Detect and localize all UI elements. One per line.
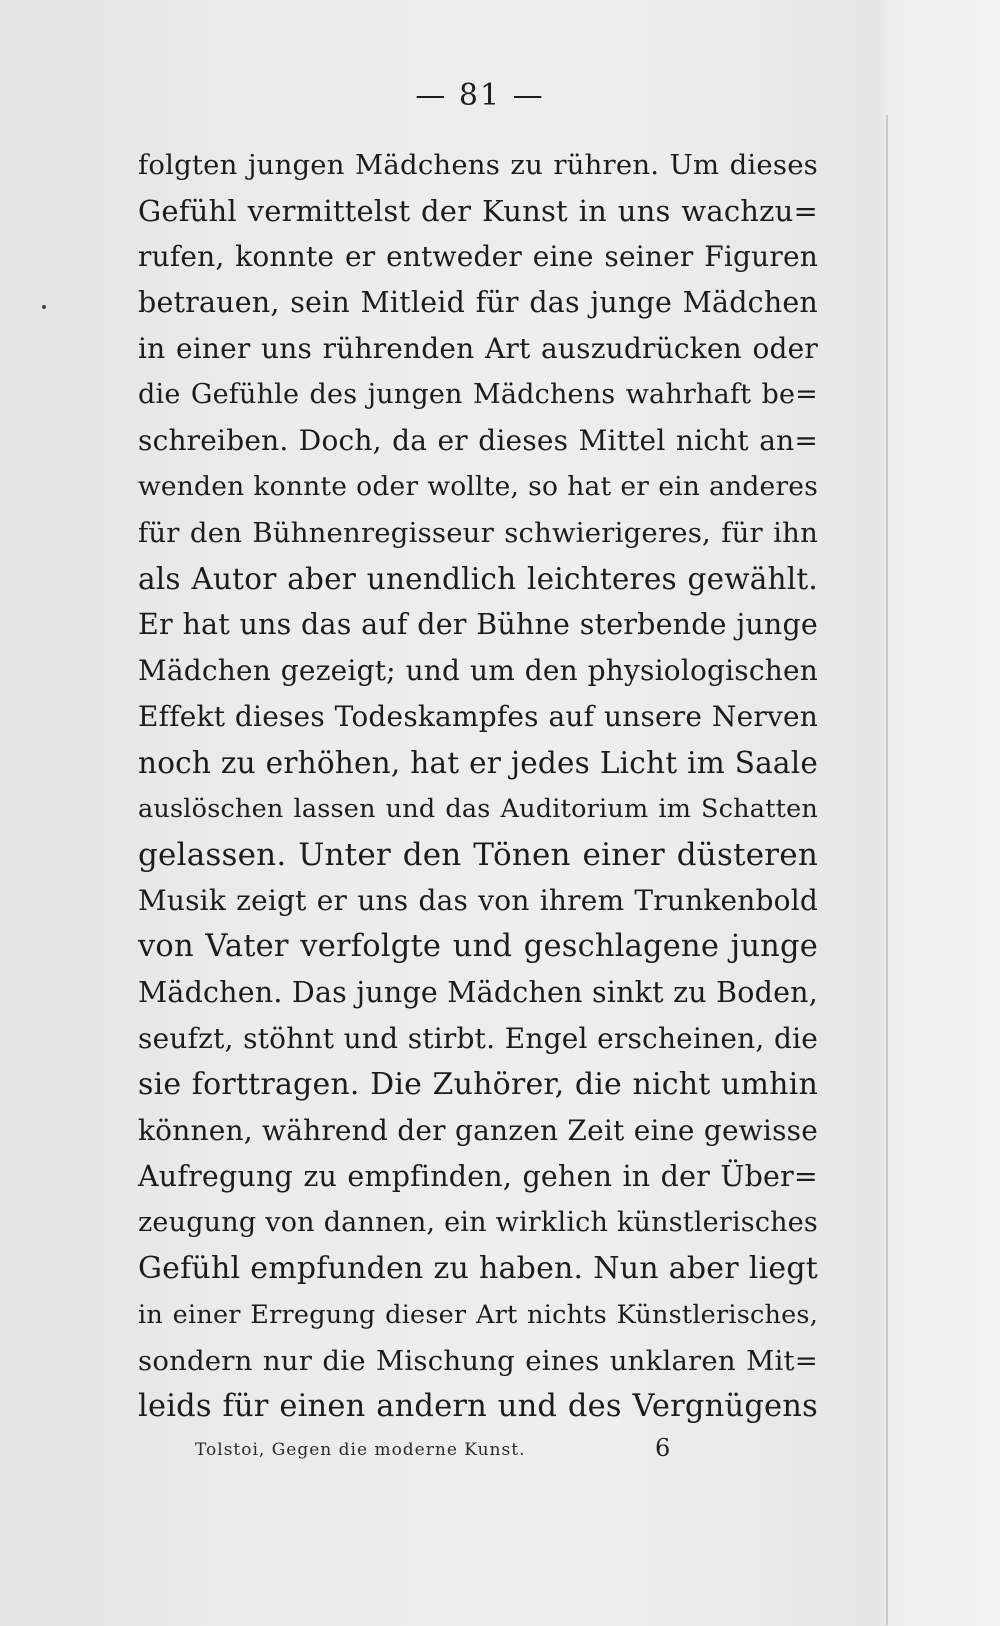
text-line: sondern nur die Mischung eines unklaren Mit= bbox=[138, 1345, 818, 1377]
text-line: in einer Erregung dieser Art nichts Künstlerisches, bbox=[138, 1300, 818, 1330]
text-line: als Autor aber unendlich leichteres gewählt. bbox=[138, 562, 818, 596]
text-line: Er hat uns das auf der Bühne sterbende junge bbox=[138, 608, 818, 641]
footer-book-title: Tolstoi, Gegen die moderne Kunst. bbox=[195, 1440, 526, 1460]
text-line: betrauen, sein Mitleid für das junge Mädchen bbox=[138, 286, 818, 319]
text-line: von Vater verfolgte und geschlagene junge bbox=[138, 929, 818, 964]
text-line: noch zu erhöhen, hat er jedes Licht im Saale bbox=[138, 746, 818, 780]
page-fold-line bbox=[886, 115, 888, 1625]
text-line: Effekt dieses Todeskampfes auf unsere Nerven bbox=[138, 700, 818, 733]
text-line: Aufregung zu empfinden, gehen in der Über= bbox=[138, 1160, 818, 1193]
stray-dot-mark bbox=[42, 305, 46, 309]
text-line: die Gefühle des jungen Mädchens wahrhaft be= bbox=[138, 379, 818, 410]
signature-mark: 6 bbox=[655, 1434, 671, 1462]
text-line: in einer uns rührenden Art auszudrücken oder bbox=[138, 332, 818, 365]
text-line: gelassen. Unter den Tönen einer düsteren bbox=[138, 837, 818, 873]
text-line: leids für einen andern und des Vergnügens bbox=[138, 1389, 818, 1424]
text-line: zeugung von dannen, ein wirklich künstlerisches bbox=[138, 1207, 818, 1238]
text-line: Mädchen gezeigt; und um den physiologischen bbox=[138, 654, 818, 687]
text-line: Gefühl vermittelst der Kunst in uns wachzu= bbox=[138, 194, 818, 228]
text-line: rufen, konnte er entweder eine seiner Figuren bbox=[138, 240, 818, 273]
text-line: sie forttragen. Die Zuhörer, die nicht umhin bbox=[138, 1067, 818, 1102]
text-line: für den Bühnenregisseur schwierigeres, für ihn bbox=[138, 517, 818, 549]
text-line: schreiben. Doch, da er dieses Mittel nicht an= bbox=[138, 424, 818, 457]
page-number: — 81 — bbox=[415, 78, 545, 113]
text-line: Mädchen. Das junge Mädchen sinkt zu Boden, bbox=[138, 976, 818, 1009]
body-text bbox=[138, 142, 818, 1430]
text-line: folgten jungen Mädchens zu rühren. Um dieses bbox=[138, 149, 818, 181]
text-line: Gefühl empfunden zu haben. Nun aber liegt bbox=[138, 1251, 818, 1286]
text-line: können, während der ganzen Zeit eine gewisse bbox=[138, 1114, 818, 1147]
text-line: wenden konnte oder wollte, so hat er ein anderes bbox=[138, 471, 818, 502]
text-line: seufzt, stöhnt und stirbt. Engel erscheinen, die bbox=[138, 1022, 818, 1055]
text-line: auslöschen lassen und das Auditorium im Schatten bbox=[138, 794, 818, 824]
text-line: Musik zeigt er uns das von ihrem Trunkenbold bbox=[138, 884, 818, 917]
